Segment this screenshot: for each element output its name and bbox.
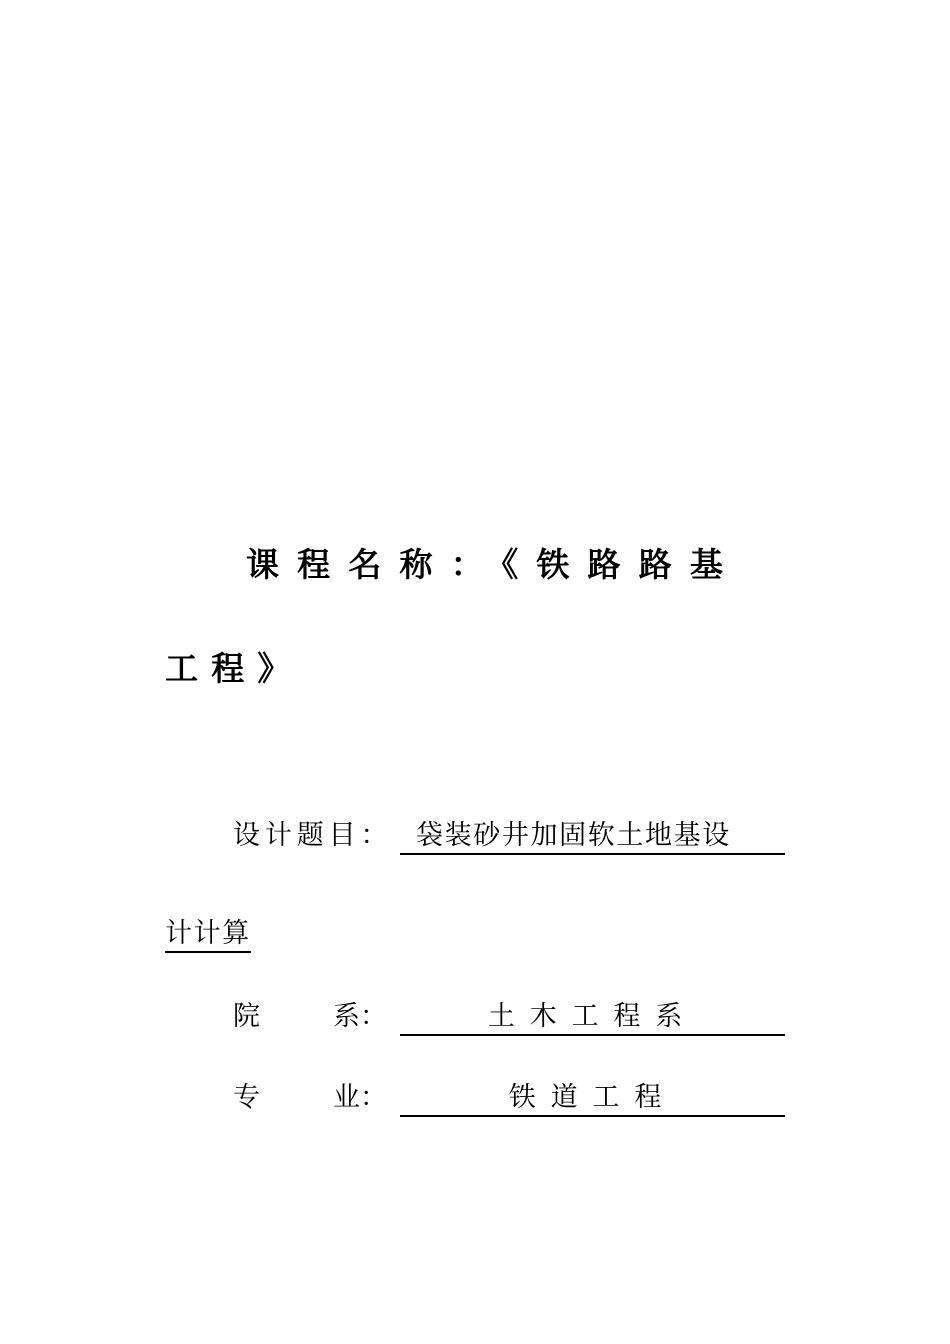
design-topic-field: [400, 822, 785, 855]
design-topic-label: 设计题目：: [233, 820, 393, 851]
design-topic-value: 袋装砂井加固软土地基设: [416, 820, 731, 851]
major-value: 铁道工程: [400, 1084, 785, 1117]
course-name-line2: 工程》: [165, 649, 304, 688]
major-label-part1: 专: [233, 1082, 260, 1113]
department-label-part1: 院: [233, 1001, 260, 1032]
department-label-part2: 系：: [333, 1001, 387, 1032]
department-value: 土木工程系: [400, 1003, 785, 1036]
major-label-part2: 业：: [333, 1082, 387, 1113]
design-topic-continuation: 计计算: [165, 920, 251, 953]
course-name-line1: 课程名称：《铁路路基: [246, 545, 741, 584]
